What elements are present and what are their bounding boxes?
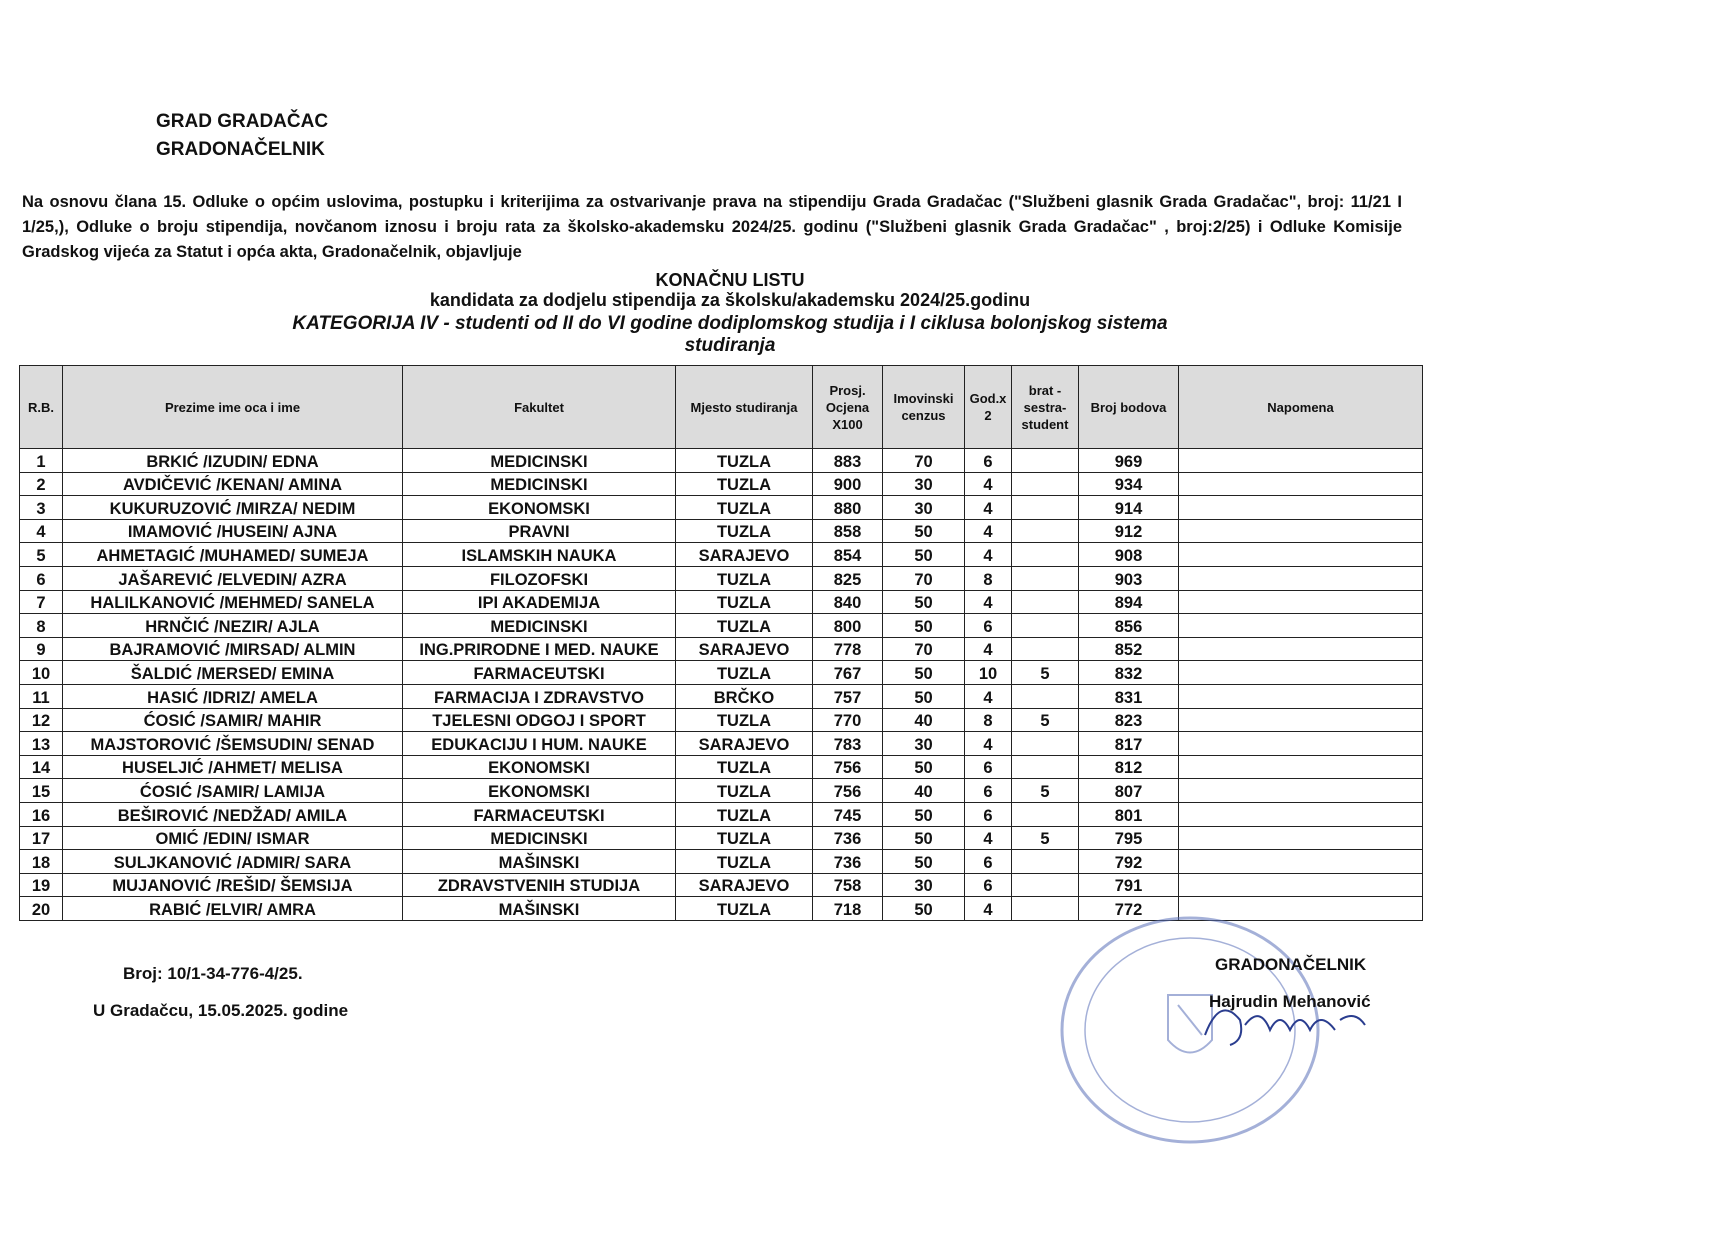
cell-imovinski: 70 xyxy=(883,449,965,473)
cell-name: AVDIČEVIĆ /KENAN/ AMINA xyxy=(63,472,403,496)
cell-prosjek: 767 xyxy=(813,661,883,685)
cell-bodovi: 934 xyxy=(1079,472,1179,496)
cell-napomena xyxy=(1179,802,1423,826)
cell-napomena xyxy=(1179,850,1423,874)
cell-brat-sestra xyxy=(1012,566,1079,590)
table-row xyxy=(20,661,1423,685)
cell-imovinski: 50 xyxy=(883,897,965,921)
cell-name: MUJANOVIĆ /REŠID/ ŠEMSIJA xyxy=(63,873,403,897)
cell-name: HALILKANOVIĆ /MEHMED/ SANELA xyxy=(63,590,403,614)
table-row xyxy=(20,684,1423,708)
cell-brat-sestra xyxy=(1012,590,1079,614)
cell-godina: 6 xyxy=(965,802,1012,826)
cell-brat-sestra: 5 xyxy=(1012,661,1079,685)
issuer-block xyxy=(156,108,328,164)
cell-napomena xyxy=(1179,472,1423,496)
table-row xyxy=(20,519,1423,543)
cell-imovinski: 50 xyxy=(883,802,965,826)
cell-godina: 8 xyxy=(965,708,1012,732)
cell-rb: 11 xyxy=(20,684,63,708)
cell-mjesto: TUZLA xyxy=(676,496,813,520)
cell-godina: 4 xyxy=(965,496,1012,520)
cell-mjesto: SARAJEVO xyxy=(676,637,813,661)
cell-fakultet: ING.PRIRODNE I MED. NAUKE xyxy=(403,637,676,661)
cell-rb: 6 xyxy=(20,566,63,590)
cell-bodovi: 856 xyxy=(1079,614,1179,638)
table-row xyxy=(20,802,1423,826)
cell-name: SULJKANOVIĆ /ADMIR/ SARA xyxy=(63,850,403,874)
table-row xyxy=(20,566,1423,590)
cell-imovinski: 50 xyxy=(883,590,965,614)
cell-bodovi: 772 xyxy=(1079,897,1179,921)
cell-rb: 19 xyxy=(20,873,63,897)
cell-bodovi: 795 xyxy=(1079,826,1179,850)
table-row xyxy=(20,637,1423,661)
cell-rb: 10 xyxy=(20,661,63,685)
cell-name: ŠALDIĆ /MERSED/ EMINA xyxy=(63,661,403,685)
cell-fakultet: MAŠINSKI xyxy=(403,897,676,921)
cell-rb: 14 xyxy=(20,755,63,779)
header-godina-l2: 2 xyxy=(984,408,992,423)
cell-imovinski: 50 xyxy=(883,850,965,874)
cell-godina: 4 xyxy=(965,543,1012,567)
cell-name: OMIĆ /EDIN/ ISMAR xyxy=(63,826,403,850)
cell-prosjek: 736 xyxy=(813,850,883,874)
cell-mjesto: TUZLA xyxy=(676,779,813,803)
cell-rb: 2 xyxy=(20,472,63,496)
cell-name: KUKURUZOVIĆ /MIRZA/ NEDIM xyxy=(63,496,403,520)
cell-godina: 6 xyxy=(965,779,1012,803)
cell-napomena xyxy=(1179,708,1423,732)
cell-godina: 4 xyxy=(965,897,1012,921)
cell-bodovi: 791 xyxy=(1079,873,1179,897)
cell-fakultet: FARMACEUTSKI xyxy=(403,661,676,685)
cell-name: RABIĆ /ELVIR/ AMRA xyxy=(63,897,403,921)
table-row xyxy=(20,590,1423,614)
cell-bodovi: 894 xyxy=(1079,590,1179,614)
cell-bodovi: 831 xyxy=(1079,684,1179,708)
cell-mjesto: TUZLA xyxy=(676,826,813,850)
cell-prosjek: 756 xyxy=(813,779,883,803)
cell-fakultet: ISLAMSKIH NAUKA xyxy=(403,543,676,567)
cell-godina: 6 xyxy=(965,449,1012,473)
cell-napomena xyxy=(1179,873,1423,897)
cell-brat-sestra xyxy=(1012,684,1079,708)
cell-imovinski: 30 xyxy=(883,472,965,496)
cell-fakultet: MEDICINSKI xyxy=(403,472,676,496)
cell-bodovi: 792 xyxy=(1079,850,1179,874)
cell-imovinski: 40 xyxy=(883,708,965,732)
cell-prosjek: 858 xyxy=(813,519,883,543)
cell-napomena xyxy=(1179,779,1423,803)
category-heading: KATEGORIJA IV - studenti od II do VI godine dodiplomskog studija i I ciklusa bolonjskog sistema studiranja xyxy=(292,313,1168,356)
cell-imovinski: 50 xyxy=(883,519,965,543)
table-row xyxy=(20,850,1423,874)
cell-fakultet: IPI AKADEMIJA xyxy=(403,590,676,614)
cell-rb: 15 xyxy=(20,779,63,803)
cell-prosjek: 736 xyxy=(813,826,883,850)
cell-fakultet: MEDICINSKI xyxy=(403,614,676,638)
cell-brat-sestra xyxy=(1012,873,1079,897)
cell-bodovi: 852 xyxy=(1079,637,1179,661)
cell-imovinski: 50 xyxy=(883,826,965,850)
table-row xyxy=(20,472,1423,496)
cell-rb: 13 xyxy=(20,732,63,756)
issuer-office: GRADONAČELNIK xyxy=(156,139,325,160)
cell-napomena xyxy=(1179,590,1423,614)
cell-prosjek: 800 xyxy=(813,614,883,638)
cell-prosjek: 840 xyxy=(813,590,883,614)
cell-bodovi: 912 xyxy=(1079,519,1179,543)
cell-brat-sestra xyxy=(1012,519,1079,543)
header-imovinski-l2: cenzus xyxy=(901,408,946,423)
header-fakultet: Fakultet xyxy=(403,366,676,449)
cell-brat-sestra: 5 xyxy=(1012,708,1079,732)
cell-brat-sestra xyxy=(1012,732,1079,756)
cell-mjesto: BRČKO xyxy=(676,684,813,708)
cell-rb: 3 xyxy=(20,496,63,520)
cell-imovinski: 50 xyxy=(883,543,965,567)
cell-brat-sestra xyxy=(1012,802,1079,826)
cell-fakultet: PRAVNI xyxy=(403,519,676,543)
cell-rb: 8 xyxy=(20,614,63,638)
table-row xyxy=(20,496,1423,520)
cell-napomena xyxy=(1179,614,1423,638)
cell-mjesto: TUZLA xyxy=(676,566,813,590)
header-mjesto: Mjesto studiranja xyxy=(676,366,813,449)
cell-prosjek: 778 xyxy=(813,637,883,661)
cell-godina: 10 xyxy=(965,661,1012,685)
cell-brat-sestra: 5 xyxy=(1012,826,1079,850)
table-row xyxy=(20,779,1423,803)
table-body xyxy=(20,449,1423,921)
header-imovinski-l1: Imovinski xyxy=(893,391,954,406)
cell-mjesto: TUZLA xyxy=(676,897,813,921)
scholarship-table xyxy=(19,365,1423,921)
cell-name: HRNČIĆ /NEZIR/ AJLA xyxy=(63,614,403,638)
cell-mjesto: TUZLA xyxy=(676,519,813,543)
cell-mjesto: TUZLA xyxy=(676,472,813,496)
cell-prosjek: 825 xyxy=(813,566,883,590)
cell-bodovi: 823 xyxy=(1079,708,1179,732)
cell-rb: 4 xyxy=(20,519,63,543)
cell-prosjek: 758 xyxy=(813,873,883,897)
cell-prosjek: 756 xyxy=(813,755,883,779)
cell-imovinski: 50 xyxy=(883,684,965,708)
cell-rb: 9 xyxy=(20,637,63,661)
cell-godina: 4 xyxy=(965,732,1012,756)
cell-rb: 20 xyxy=(20,897,63,921)
cell-godina: 4 xyxy=(965,590,1012,614)
cell-bodovi: 801 xyxy=(1079,802,1179,826)
cell-mjesto: TUZLA xyxy=(676,614,813,638)
cell-prosjek: 880 xyxy=(813,496,883,520)
cell-godina: 6 xyxy=(965,614,1012,638)
cell-godina: 4 xyxy=(965,637,1012,661)
cell-napomena xyxy=(1179,684,1423,708)
cell-fakultet: EKONOMSKI xyxy=(403,779,676,803)
cell-imovinski: 50 xyxy=(883,661,965,685)
cell-brat-sestra xyxy=(1012,850,1079,874)
header-brat-l1: brat - xyxy=(1028,382,1062,398)
cell-name: BAJRAMOVIĆ /MIRSAD/ ALMIN xyxy=(63,637,403,661)
cell-mjesto: SARAJEVO xyxy=(676,543,813,567)
cell-fakultet: TJELESNI ODGOJ I SPORT xyxy=(403,708,676,732)
cell-imovinski: 50 xyxy=(883,614,965,638)
cell-prosjek: 745 xyxy=(813,802,883,826)
header-prosjek-l1: Prosj. xyxy=(829,382,866,398)
cell-rb: 12 xyxy=(20,708,63,732)
cell-bodovi: 969 xyxy=(1079,449,1179,473)
cell-bodovi: 832 xyxy=(1079,661,1179,685)
cell-brat-sestra xyxy=(1012,449,1079,473)
cell-godina: 4 xyxy=(965,684,1012,708)
signature-role: GRADONAČELNIK xyxy=(1215,955,1367,974)
cell-napomena xyxy=(1179,755,1423,779)
cell-bodovi: 903 xyxy=(1079,566,1179,590)
header-brat-l2: sestra- xyxy=(1023,399,1067,415)
cell-napomena xyxy=(1179,661,1423,685)
cell-bodovi: 908 xyxy=(1079,543,1179,567)
cell-fakultet: MAŠINSKI xyxy=(403,850,676,874)
cell-imovinski: 70 xyxy=(883,566,965,590)
cell-godina: 6 xyxy=(965,755,1012,779)
header-prosjek-l3: X100 xyxy=(832,416,863,432)
cell-godina: 6 xyxy=(965,850,1012,874)
cell-fakultet: ZDRAVSTVENIH STUDIJA xyxy=(403,873,676,897)
table-row xyxy=(20,873,1423,897)
cell-prosjek: 718 xyxy=(813,897,883,921)
cell-imovinski: 50 xyxy=(883,755,965,779)
cell-imovinski: 70 xyxy=(883,637,965,661)
cell-bodovi: 914 xyxy=(1079,496,1179,520)
cell-godina: 4 xyxy=(965,826,1012,850)
cell-godina: 4 xyxy=(965,472,1012,496)
issuer-city: GRAD GRADAČAC xyxy=(156,111,329,132)
cell-mjesto: TUZLA xyxy=(676,590,813,614)
cell-mjesto: TUZLA xyxy=(676,850,813,874)
cell-bodovi: 807 xyxy=(1079,779,1179,803)
cell-mjesto: SARAJEVO xyxy=(676,873,813,897)
header-name: Prezime ime oca i ime xyxy=(63,366,403,449)
cell-brat-sestra xyxy=(1012,614,1079,638)
cell-name: ĆOSIĆ /SAMIR/ MAHIR xyxy=(63,708,403,732)
cell-imovinski: 30 xyxy=(883,732,965,756)
cell-imovinski: 30 xyxy=(883,496,965,520)
cell-rb: 18 xyxy=(20,850,63,874)
cell-name: MAJSTOROVIĆ /ŠEMSUDIN/ SENAD xyxy=(63,732,403,756)
cell-name: HUSELJIĆ /AHMET/ MELISA xyxy=(63,755,403,779)
header-imovinski xyxy=(883,366,965,449)
cell-brat-sestra xyxy=(1012,543,1079,567)
cell-rb: 1 xyxy=(20,449,63,473)
document-title: KONAČNU LISTU xyxy=(655,270,805,290)
table-row xyxy=(20,543,1423,567)
cell-napomena xyxy=(1179,543,1423,567)
header-prosjek xyxy=(813,366,883,449)
cell-fakultet: FARMACIJA I ZDRAVSTVO xyxy=(403,684,676,708)
cell-brat-sestra xyxy=(1012,496,1079,520)
cell-rb: 5 xyxy=(20,543,63,567)
cell-fakultet: EDUKACIJU I HUM. NAUKE xyxy=(403,732,676,756)
cell-name: AHMETAGIĆ /MUHAMED/ SUMEJA xyxy=(63,543,403,567)
cell-prosjek: 883 xyxy=(813,449,883,473)
handwritten-signature xyxy=(1185,985,1385,1055)
cell-prosjek: 770 xyxy=(813,708,883,732)
intro-paragraph: Na osnovu člana 15. Odluke o općim uslovima, postupku i kriterijima za ostvarivanje prava na stipendiju Grada Gradačac ("Službeni glasnik Grada Gradačac", broj: 11/21 I 1/25,), Odluke o broju stipendija, novčanom iznosu i broju rata za školsko-akademsku 2024/25. godinu ("Službeni glasnik Grada Gradačac" , broj:2/25) i Odluke Komisije Gradskog vijeća za Statut i opća akta, Gradonačelnik, objavljuje xyxy=(22,193,1402,261)
cell-prosjek: 757 xyxy=(813,684,883,708)
cell-rb: 16 xyxy=(20,802,63,826)
cell-rb: 17 xyxy=(20,826,63,850)
cell-brat-sestra xyxy=(1012,755,1079,779)
header-brat-l3: student xyxy=(1021,416,1069,432)
cell-name: HASIĆ /IDRIZ/ AMELA xyxy=(63,684,403,708)
cell-mjesto: TUZLA xyxy=(676,449,813,473)
cell-mjesto: TUZLA xyxy=(676,802,813,826)
header-rb: R.B. xyxy=(20,366,63,449)
cell-fakultet: FILOZOFSKI xyxy=(403,566,676,590)
cell-bodovi: 812 xyxy=(1079,755,1179,779)
cell-rb: 7 xyxy=(20,590,63,614)
table-row xyxy=(20,614,1423,638)
cell-prosjek: 783 xyxy=(813,732,883,756)
cell-mjesto: TUZLA xyxy=(676,755,813,779)
header-brat-sestra xyxy=(1012,366,1079,449)
cell-napomena xyxy=(1179,449,1423,473)
cell-mjesto: SARAJEVO xyxy=(676,732,813,756)
cell-napomena xyxy=(1179,732,1423,756)
cell-prosjek: 854 xyxy=(813,543,883,567)
table-row xyxy=(20,449,1423,473)
header-prosjek-l2: Ocjena xyxy=(825,399,870,415)
cell-fakultet: EKONOMSKI xyxy=(403,755,676,779)
cell-name: IMAMOVIĆ /HUSEIN/ AJNA xyxy=(63,519,403,543)
cell-fakultet: MEDICINSKI xyxy=(403,826,676,850)
cell-godina: 4 xyxy=(965,519,1012,543)
cell-fakultet: EKONOMSKI xyxy=(403,496,676,520)
cell-fakultet: FARMACEUTSKI xyxy=(403,802,676,826)
document-number: Broj: 10/1-34-776-4/25. xyxy=(123,964,303,983)
cell-mjesto: TUZLA xyxy=(676,661,813,685)
cell-brat-sestra xyxy=(1012,472,1079,496)
place-date: U Gradačcu, 15.05.2025. godine xyxy=(93,1001,349,1020)
cell-napomena xyxy=(1179,496,1423,520)
signature-name: Hajrudin Mehanović xyxy=(1209,992,1371,1011)
cell-imovinski: 40 xyxy=(883,779,965,803)
table-row xyxy=(20,708,1423,732)
cell-napomena xyxy=(1179,519,1423,543)
cell-prosjek: 900 xyxy=(813,472,883,496)
cell-bodovi: 817 xyxy=(1079,732,1179,756)
cell-napomena xyxy=(1179,566,1423,590)
cell-name: ĆOSIĆ /SAMIR/ LAMIJA xyxy=(63,779,403,803)
cell-mjesto: TUZLA xyxy=(676,708,813,732)
table-row xyxy=(20,755,1423,779)
cell-fakultet: MEDICINSKI xyxy=(403,449,676,473)
cell-name: BRKIĆ /IZUDIN/ EDNA xyxy=(63,449,403,473)
header-godina xyxy=(965,366,1012,449)
header-bodovi: Broj bodova xyxy=(1079,366,1179,449)
table-row xyxy=(20,732,1423,756)
cell-brat-sestra xyxy=(1012,637,1079,661)
cell-napomena xyxy=(1179,637,1423,661)
cell-napomena xyxy=(1179,826,1423,850)
cell-name: JAŠAREVIĆ /ELVEDIN/ AZRA xyxy=(63,566,403,590)
cell-brat-sestra: 5 xyxy=(1012,779,1079,803)
cell-godina: 8 xyxy=(965,566,1012,590)
header-godina-l1: God.x xyxy=(969,391,1007,406)
cell-name: BEŠIROVIĆ /NEDŽAD/ AMILA xyxy=(63,802,403,826)
cell-godina: 6 xyxy=(965,873,1012,897)
header-napomena: Napomena xyxy=(1179,366,1423,449)
table-header-row xyxy=(20,366,1423,449)
document-subtitle: kandidata za dodjelu stipendija za školsku/akademsku 2024/25.godinu xyxy=(429,290,1031,310)
table-row xyxy=(20,826,1423,850)
cell-imovinski: 30 xyxy=(883,873,965,897)
